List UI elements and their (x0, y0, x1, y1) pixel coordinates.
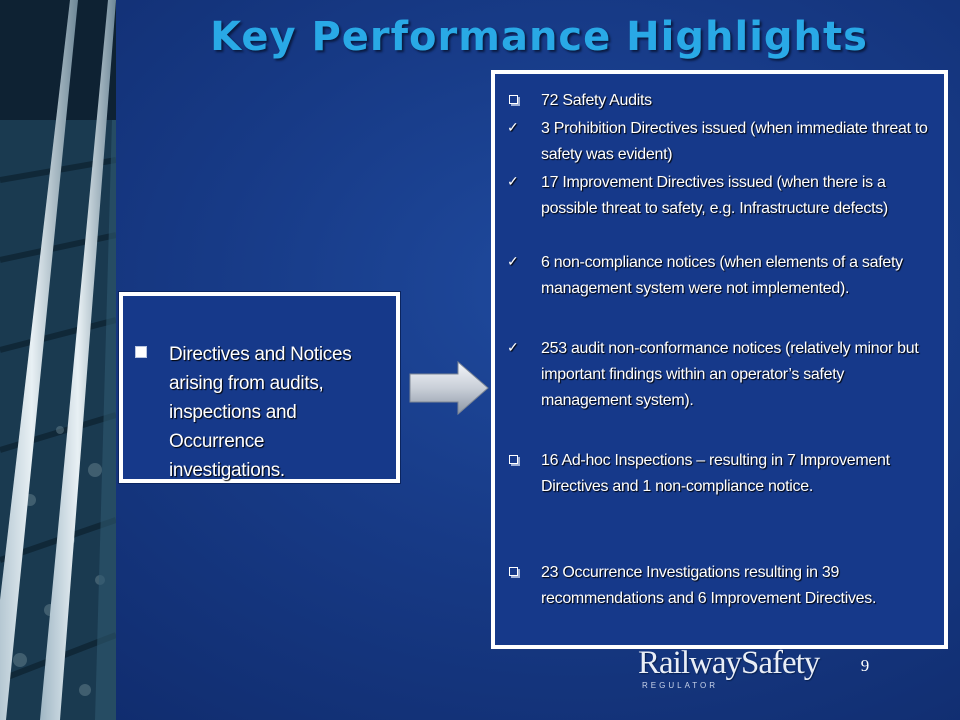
railway-track-image (0, 0, 116, 720)
square-bullet-icon (135, 346, 147, 358)
slide-title: Key Performance Highlights (210, 14, 868, 60)
list-item (507, 170, 937, 222)
hollow-square-bullet-icon (507, 448, 531, 470)
list-item-text: 17 Improvement Directives issued (when there is a possible threat to safety, e.g. Infrastructure defects) (541, 174, 888, 217)
list-item-text: 6 non-compliance notices (when elements of a safety management system were not implemented). (541, 254, 903, 297)
logo-wordmark: RailwaySafety (638, 645, 820, 681)
list-item-text: 3 Prohibition Directives issued (when immediate threat to safety was evident) (541, 120, 928, 163)
list-item (507, 560, 937, 612)
right-arrow-icon (408, 360, 490, 416)
list-item-text: 16 Ad-hoc Inspections – resulting in 7 Improvement Directives and 1 non-compliance notice. (541, 452, 890, 495)
hollow-square-bullet-icon (507, 88, 531, 110)
list-item (507, 116, 937, 168)
checkmark-icon: ✓ (507, 253, 519, 269)
list-item (507, 250, 937, 302)
left-summary-box (119, 292, 400, 483)
checkmark-icon: ✓ (507, 173, 519, 189)
list-item (507, 88, 937, 114)
left-bullet-text: Directives and Notices arising from audits, inspections and Occurrence investigations. (169, 344, 352, 481)
railway-safety-regulator-logo (638, 645, 820, 695)
right-details-box (491, 70, 948, 649)
page-number: 9 (860, 656, 870, 675)
list-item (507, 336, 937, 414)
list-item-text: 253 audit non-conformance notices (relatively minor but important findings within an operator’s safety management system). (541, 340, 919, 409)
checkmark-icon: ✓ (507, 119, 519, 135)
list-item-text: 23 Occurrence Investigations resulting in 39 recommendations and 6 Improvement Directives. (541, 564, 877, 607)
left-bullet-item (135, 340, 385, 485)
hollow-square-bullet-icon (507, 560, 531, 582)
logo-subtitle: REGULATOR (642, 681, 719, 690)
list-item (507, 448, 937, 500)
checkmark-icon: ✓ (507, 339, 519, 355)
list-item-text: 72 Safety Audits (541, 92, 652, 109)
